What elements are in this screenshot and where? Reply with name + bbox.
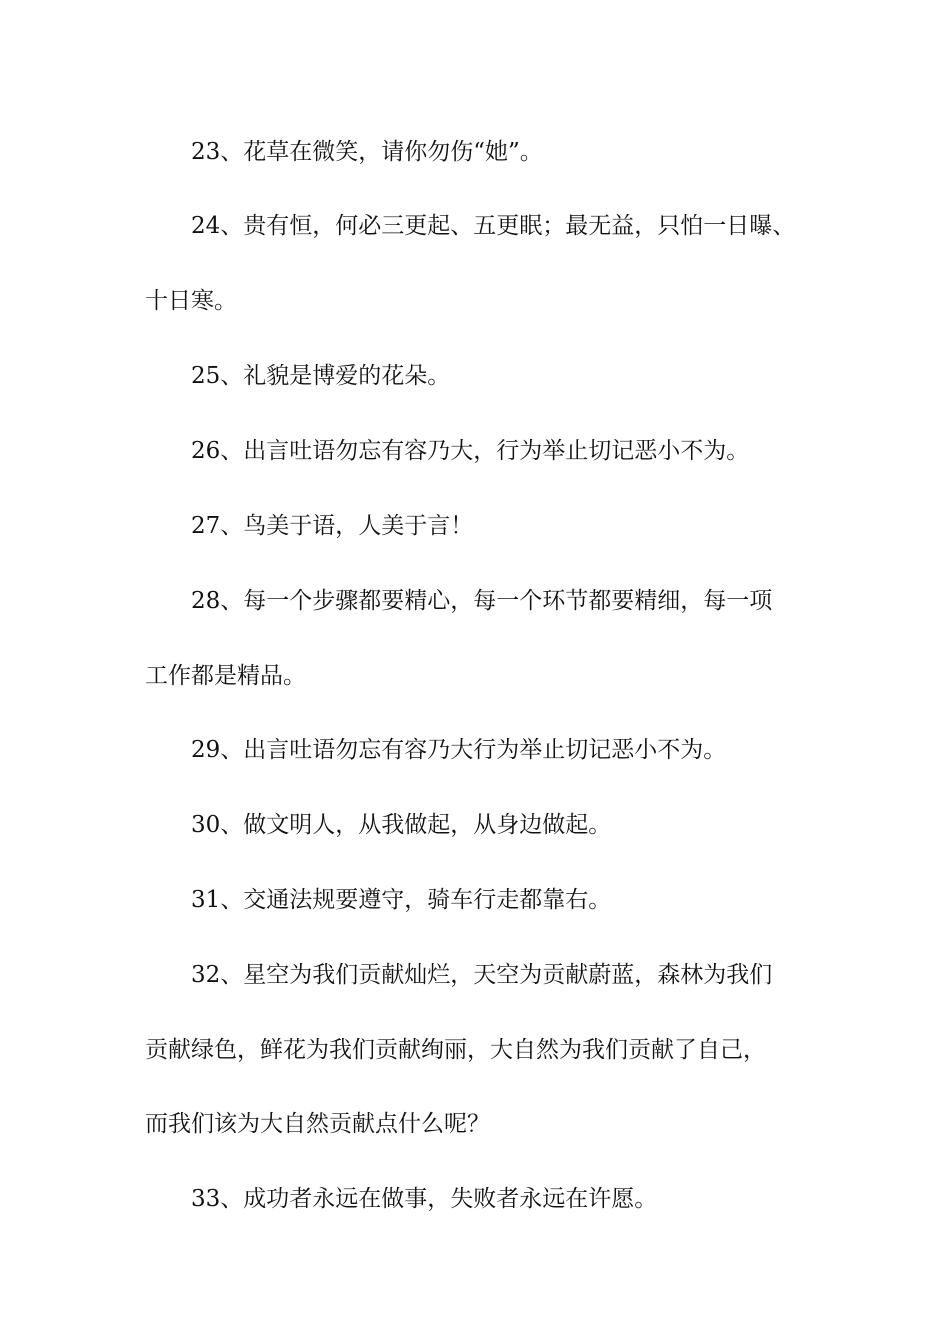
text-line-32b: 贡献绿色，鲜花为我们贡献绚丽，大自然为我们贡献了自己， xyxy=(145,1037,766,1063)
text-line-26: 26、出言吐语勿忘有容乃大，行为举止切记恶小不为。 xyxy=(191,438,750,464)
text-line-29: 29、出言吐语勿忘有容乃大行为举止切记恶小不为。 xyxy=(191,737,727,763)
text-line-33: 33、成功者永远在做事，失败者永远在许愿。 xyxy=(191,1186,658,1212)
text-line-28a: 28、每一个步骤都要精心，每一个环节都要精细，每一项 xyxy=(191,588,773,614)
text-line-32a: 32、星空为我们贡献灿烂，天空为贡献蔚蓝，森林为我们 xyxy=(191,962,773,988)
text-line-24b: 十日寒。 xyxy=(145,288,237,314)
text-line-28b: 工作都是精品。 xyxy=(145,663,306,689)
text-line-27: 27、鸟美于语，人美于言！ xyxy=(191,513,474,539)
text-line-25: 25、礼貌是博爱的花朵。 xyxy=(191,363,451,389)
text-line-24a: 24、贵有恒，何必三更起、五更眠；最无益，只怕一日曝、 xyxy=(191,213,796,239)
text-line-23: 23、花草在微笑，请你勿伤“她”。 xyxy=(191,139,543,165)
text-line-30: 30、做文明人，从我做起，从身边做起。 xyxy=(191,812,612,838)
text-line-31: 31、交通法规要遵守，骑车行走都靠右。 xyxy=(191,887,612,913)
text-line-32c: 而我们该为大自然贡献点什么呢？ xyxy=(145,1111,490,1137)
